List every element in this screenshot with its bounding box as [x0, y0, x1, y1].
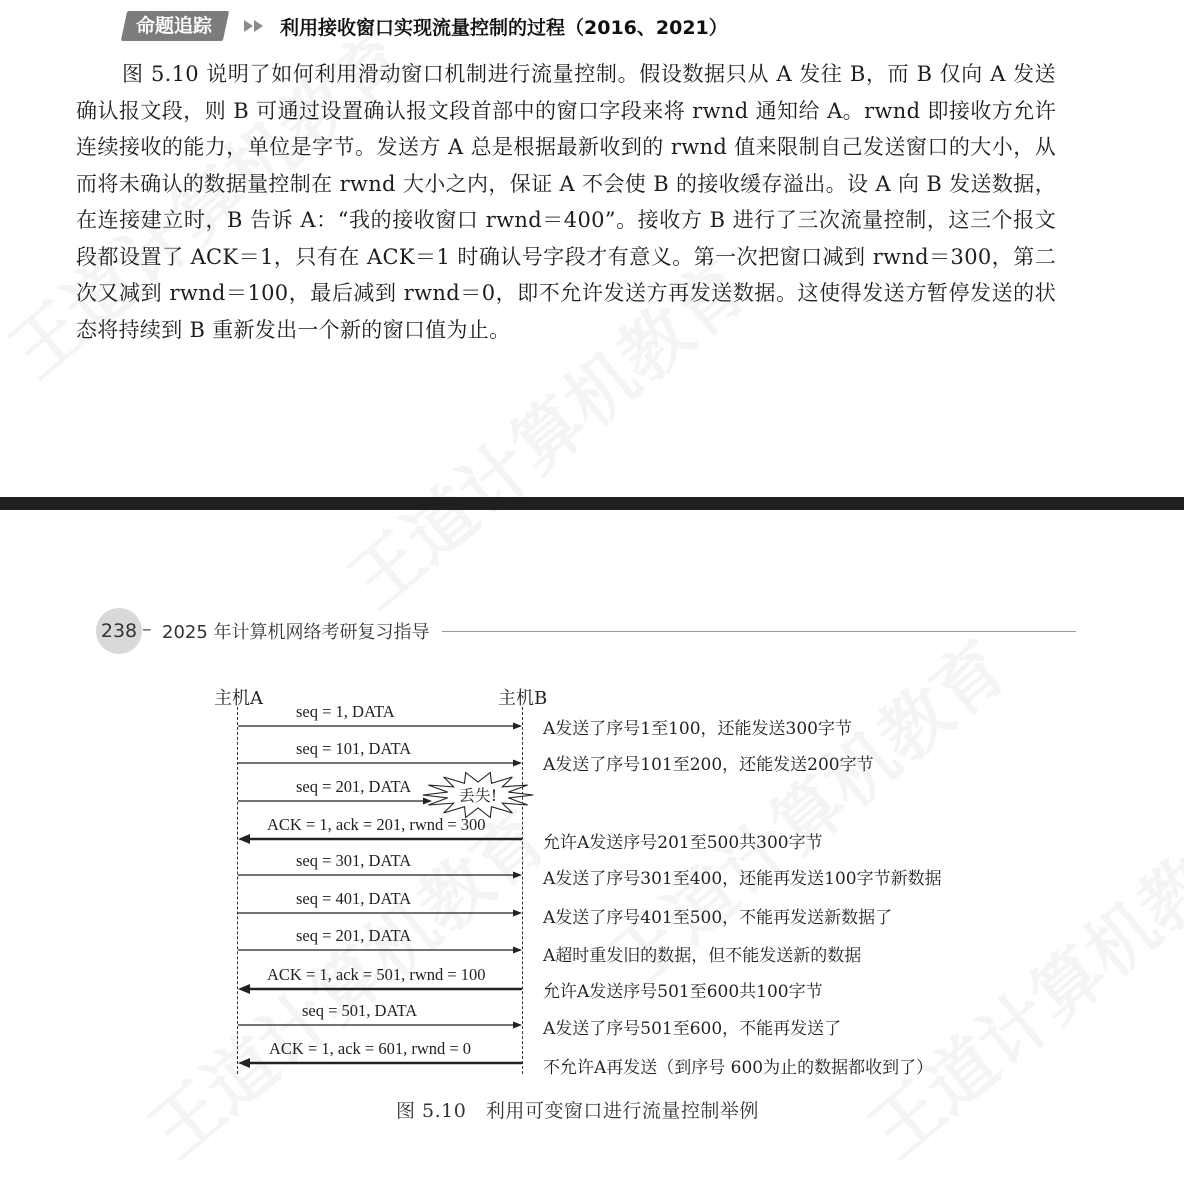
message-note: A发送了序号401至500，不能再发送新数据了	[543, 908, 893, 928]
message-note: 允许A发送序号501至600共100字节	[543, 982, 823, 1002]
host-a-label: 主机A	[214, 688, 263, 709]
message-label: ACK = 1, ack = 201, rwnd = 300	[267, 815, 486, 834]
arrowhead	[513, 1022, 522, 1029]
message-note: A发送了序号101至200，还能发送200字节	[543, 755, 874, 775]
topic-tag: 命题追踪	[121, 11, 229, 41]
message-note: A发送了序号501至600，不能再发送了	[543, 1019, 842, 1039]
message-note: A发送了序号1至100，还能发送300字节	[543, 719, 852, 739]
page-number: 238	[96, 608, 142, 654]
lost-label: 丢失!	[458, 786, 498, 805]
arrowhead	[513, 947, 522, 954]
message-label: seq = 301, DATA	[296, 851, 412, 870]
host-b-label: 主机B	[498, 688, 548, 709]
message-note: 允许A发送序号201至500共300字节	[543, 833, 823, 853]
message-label: ACK = 1, ack = 601, rwnd = 0	[269, 1039, 472, 1058]
header-dash: –	[142, 618, 152, 640]
message-note: 不允许A再发送（到序号 600为止的数据都收到了）	[543, 1058, 934, 1078]
arrowhead	[238, 834, 250, 844]
message-label: seq = 101, DATA	[296, 739, 412, 758]
figure-caption: 图 5.10 利用可变窗口进行流量控制举例	[396, 1100, 759, 1122]
body-paragraph: 图 5.10 说明了如何利用滑动窗口机制进行流量控制。假设数据只从 A 发往 B，而 B 仅向 A 发送确认报文段，则 B 可通过设置确认报文段首部中的窗口字段来将 rwnd 通知给 A。rwnd 即接收方允许连续接收的能力，单位是字节。发送方 A 总是根据最新收到的 rwnd 值来限制自己发送窗口的大小，从而将未确认的数据量控制在 rwnd 大小之内，保证 A 不会使 B 的接收缓存溢出。设 A 向 B 发送数据，在连接建立时，B 告诉 A：“我的接收窗口 rwnd＝400”。接收方 B 进行了三次流量控制，这三个报文段都设置了 ACK＝1，只有在 ACK＝1 时确认号字段才有意义。第一次把窗口减到 rwnd＝300，第二次又减到 rwnd＝100，最后减到 rwnd＝0，即不允许发送方再发送数据。这使得发送方暂停发送的状态将持续到 B 重新发出一个新的窗口值为止。	[76, 62, 1057, 342]
message-label: seq = 501, DATA	[302, 1001, 418, 1020]
arrowhead	[423, 798, 432, 805]
message-note: A超时重发旧的数据，但不能发送新的数据	[543, 946, 862, 966]
message-label: seq = 1, DATA	[296, 702, 395, 721]
arrowhead	[513, 760, 522, 767]
topic-title: 利用接收窗口实现流量控制的过程（2016、2021）	[280, 16, 728, 39]
message-label: seq = 201, DATA	[296, 777, 412, 796]
message-label: seq = 401, DATA	[296, 889, 412, 908]
arrowhead	[238, 984, 250, 994]
message-label: ACK = 1, ack = 501, rwnd = 100	[267, 965, 486, 984]
arrowhead	[513, 872, 522, 879]
arrowhead	[513, 723, 522, 730]
arrowhead	[238, 1058, 250, 1068]
message-label: seq = 201, DATA	[296, 926, 412, 945]
arrowhead	[513, 910, 522, 917]
message-note: A发送了序号301至400，还能再发送100字节新数据	[543, 869, 942, 889]
book-title: 2025 年计算机网络考研复习指导	[162, 622, 430, 643]
